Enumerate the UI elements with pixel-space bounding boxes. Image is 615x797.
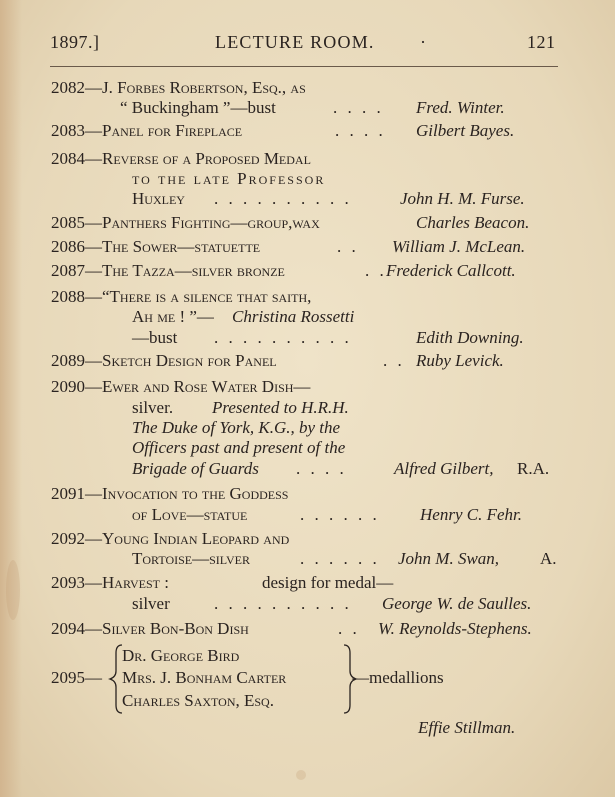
leader-dots: . . . . [333, 98, 384, 117]
leader-dots: . . . . . . . . . . [214, 594, 352, 613]
entry-2088-line3 [0, 327, 615, 349]
leader-dots: . . . . . . . . . . [214, 189, 352, 208]
artist-name: George W. de Saulles. [382, 594, 532, 613]
entry-title-cont: silver. [132, 398, 174, 417]
sitter-name: Mrs. J. Bonham Carter [122, 668, 287, 687]
entry-2082-line2 [0, 97, 615, 119]
entry-title-cont: to the late Professor [132, 169, 326, 188]
entry-description: Brigade of Guards [132, 459, 259, 478]
artist-name: John H. M. Furse. [400, 189, 525, 208]
artist-name: Edith Downing. [416, 328, 524, 347]
leader-dots: . . [337, 237, 359, 256]
paper-stain [296, 770, 306, 780]
artist-name: W. Reynolds-Stephens. [378, 619, 532, 638]
artist-suffix: R.A. [517, 459, 550, 478]
leader-dots: . . [383, 351, 405, 370]
entry-title: 2092—Young Indian Leopard and [51, 529, 290, 548]
page-number: 121 [527, 32, 556, 52]
artist-name: William J. McLean. [392, 237, 526, 256]
entry-title-cont: of Love—statue [132, 505, 248, 524]
leader-dots: . . . . [335, 121, 386, 140]
entry-title: 2087—The Tazza—silver bronze [51, 261, 285, 280]
leader-dots: . . [365, 261, 387, 280]
entry-2095-artist-line [0, 717, 615, 739]
artist-name: Ruby Levick. [416, 351, 504, 370]
leader-dots: . . . . . . . . . . [214, 328, 352, 347]
leader-dots: . . . . . . [300, 505, 380, 524]
entry-suffix: —medallions [352, 668, 444, 687]
entry-2087 [0, 260, 615, 282]
entry-2090-line5 [0, 458, 615, 480]
poet-name: Christina Rossetti [232, 307, 355, 326]
artist-name: John M. Swan, [398, 549, 500, 568]
entry-title: 2094—Silver Bon-Bon Dish [51, 619, 249, 638]
entry-title-cont: design for medal— [262, 573, 394, 592]
leader-dots: . . . . [296, 459, 347, 478]
entry-title-cont: Tortoise—silver [132, 549, 251, 568]
right-brace [344, 645, 356, 713]
artist-name: Frederick Callcott. [386, 261, 516, 280]
entry-2090-line3 [0, 417, 615, 439]
entry-2088-line1 [0, 286, 615, 308]
entry-title-cont: —bust [132, 328, 178, 347]
entry-2091-line1 [0, 483, 615, 505]
entry-2084-line2 [0, 168, 615, 190]
entry-title: 2089—Sketch Design for Panel [51, 351, 277, 370]
entry-2089 [0, 350, 615, 372]
entry-title: 2082—J. Forbes Robertson, Esq., as [51, 78, 306, 97]
entry-2086 [0, 236, 615, 258]
entry-title: 2084—Reverse of a Proposed Medal [51, 149, 311, 168]
sitter-name: Charles Saxton, Esq. [122, 691, 274, 710]
entry-title-cont: “ Buckingham ”—bust [120, 98, 276, 117]
entry-2084-line1 [0, 148, 615, 170]
entry-title: 2086—The Sower—statuette [51, 237, 261, 256]
entry-title: 2090—Ewer and Rose Water Dish— [51, 377, 311, 396]
entry-2093-line2 [0, 593, 615, 615]
entry-title-cont: silver [132, 594, 170, 613]
leader-dots: . . . . . . [300, 549, 380, 568]
artist-name: Fred. Winter. [416, 98, 505, 117]
artist-name: Effie Stillman. [418, 718, 516, 737]
artist-name: Charles Beacon. [416, 213, 530, 232]
page-header [0, 32, 615, 56]
artist-name: Gilbert Bayes. [416, 121, 515, 140]
entry-2090-line4 [0, 437, 615, 459]
header-title: LECTURE ROOM. [215, 32, 375, 52]
entry-description: Presented to H.R.H. [212, 398, 349, 417]
left-brace [110, 645, 122, 713]
artist-suffix: A. [540, 549, 557, 568]
header-year: 1897.] [50, 32, 100, 52]
header-dot: · [420, 32, 427, 52]
header-rule [50, 66, 558, 67]
entry-2091-line2 [0, 504, 615, 526]
leader-dots: . . [338, 619, 360, 638]
artist-name: Henry C. Fehr. [420, 505, 522, 524]
entry-title: 2093—Harvest : [51, 573, 169, 592]
entry-2082-line1 [0, 77, 615, 99]
entry-2090-line2 [0, 397, 615, 419]
entry-2085 [0, 212, 615, 234]
entry-title: 2088—“There is a silence that saith, [51, 287, 312, 306]
entry-title: 2091—Invocation to the Goddess [51, 484, 289, 503]
entry-title: 2083—Panel for Fireplace [51, 121, 243, 140]
entry-2093-line1 [0, 572, 615, 594]
entry-2088-line2 [0, 306, 615, 328]
entry-title: 2085—Panthers Fighting—group,wax [51, 213, 320, 232]
entry-2094 [0, 618, 615, 640]
entry-2090-line1 [0, 376, 615, 398]
entry-2092-line2 [0, 548, 615, 570]
entry-2084-line3 [0, 188, 615, 210]
entry-2092-line1 [0, 528, 615, 550]
entry-description: Officers past and present of the [132, 438, 346, 457]
artist-name: Alfred Gilbert, [394, 459, 494, 478]
sitter-name: Dr. George Bird [122, 646, 240, 665]
brace-group [108, 643, 360, 717]
entry-2083 [0, 120, 615, 142]
entry-number: 2095— [51, 668, 102, 687]
entry-title-cont: Huxley [132, 189, 185, 208]
entry-title-cont: Ah me ! ”— [132, 307, 214, 326]
entry-description: The Duke of York, K.G., by the [132, 418, 341, 437]
